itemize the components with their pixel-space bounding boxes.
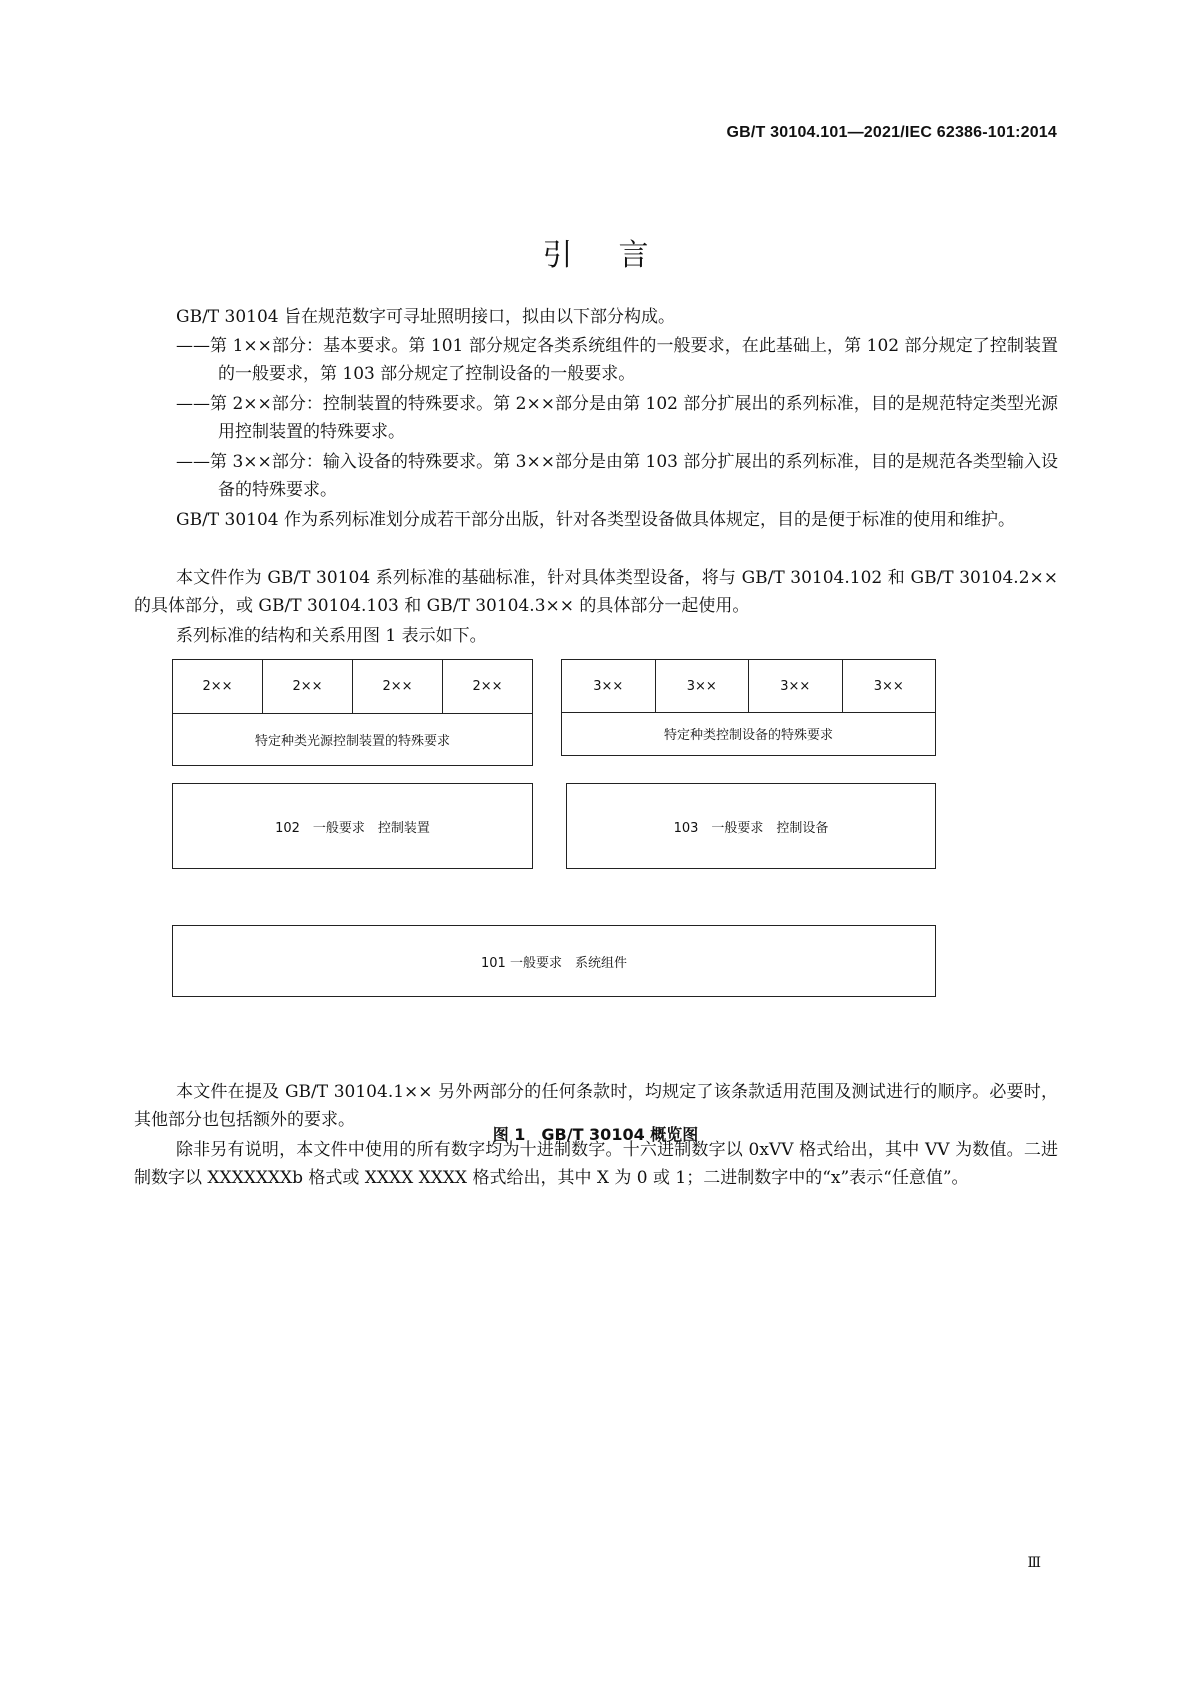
cell-3xx: 3××: [562, 660, 656, 713]
list-item-part-1xx: ——第 1××部分：基本要求。第 101 部分规定各类系统组件的一般要求，在此基础上，第 102 部分规定了控制装置的一般要求，第 103 部分规定了控制设备的一般要求。: [176, 336, 1058, 384]
paragraph-clauses: 本文件在提及 GB/T 30104.1×× 另外两部分的任何条款时，均规定了该条款适用范围及测试进行的顺序。必要时，其他部分也包括额外的要求。: [134, 1082, 1058, 1130]
figure-caption: 图 1 GB/T 30104 概览图: [492, 1125, 699, 1144]
cell-2xx: 2××: [443, 660, 532, 714]
cell-3xx: 3××: [749, 660, 843, 713]
box-103-control-device: 103 一般要求 控制设备: [566, 783, 936, 869]
cell-2xx: 2××: [353, 660, 443, 714]
cell-2xx: 2××: [173, 660, 263, 714]
page-number: Ⅲ: [1027, 1555, 1041, 1571]
list-item-part-3xx: ——第 3××部分：输入设备的特殊要求。第 3××部分是由第 103 部分扩展出的系列标准，目的是规范各类型输入设备的特殊要求。: [176, 452, 1058, 500]
cell-3xx: 3××: [656, 660, 750, 713]
list-item-part-2xx: ——第 2××部分：控制装置的特殊要求。第 2××部分是由第 102 部分扩展出的系列标准，目的是规范特定类型光源用控制装置的特殊要求。: [176, 394, 1058, 442]
cell-3xx: 3××: [843, 660, 936, 713]
box-102-control-gear: 102 一般要求 控制装置: [172, 783, 533, 869]
paragraph-usage: 本文件作为 GB/T 30104 系列标准的基础标准，针对具体类型设备，将与 GB/T 30104.102 和 GB/T 30104.2×× 的具体部分，或 GB/T 30104.103 和 GB/T 30104.3×× 的具体部分一起使用。: [134, 568, 1058, 616]
band-control-gear-special: 特定种类光源控制装置的特殊要求: [254, 733, 450, 749]
band-control-device-special: 特定种类控制设备的特殊要求: [663, 728, 833, 743]
paragraph-series: GB/T 30104 作为系列标准划分成若干部分出版，针对各类型设备做具体规定，目的是便于标准的使用和维护。: [176, 510, 1016, 530]
document-header: GB/T 30104.101—2021/IEC 62386-101:2014: [726, 124, 1057, 141]
page-title: 引言: [542, 238, 695, 273]
paragraph-figure-intro: 系列标准的结构和关系用图 1 表示如下。: [176, 626, 487, 646]
paragraph-intro: GB/T 30104 旨在规范数字可寻址照明接口，拟由以下部分构成。: [176, 307, 676, 327]
box-101-system-components: 101 一般要求 系统组件: [172, 925, 936, 997]
figure-left-group: [172, 659, 533, 766]
paragraph-number-format: 除非另有说明，本文件中使用的所有数字均为十进制数字。十六进制数字以 0xVV 格式给出，其中 VV 为数值。二进制数字以 XXXXXXXb 格式或 XXXX XXXX 格式给出，其中 X 为 0 或 1；二进制数字中的“x”表示“任意值”。: [134, 1140, 1058, 1188]
figure-right-group: [561, 659, 936, 756]
cell-2xx: 2××: [263, 660, 353, 714]
